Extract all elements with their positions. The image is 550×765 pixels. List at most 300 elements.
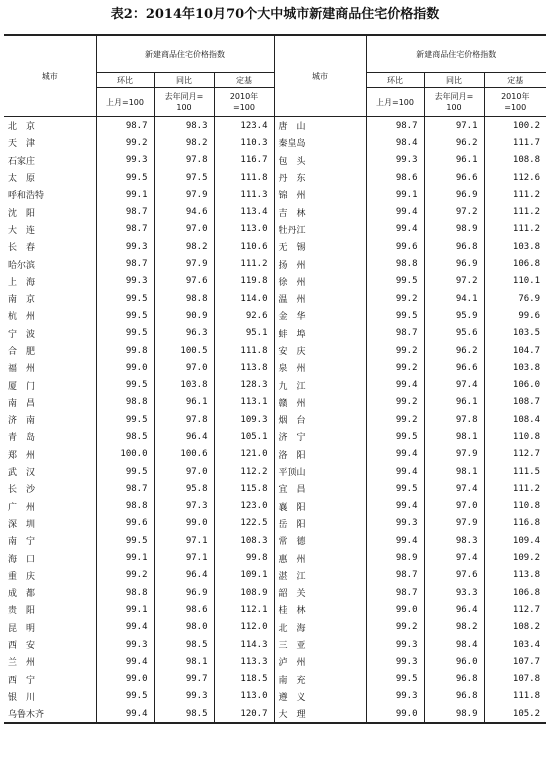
yoy-cell: 97.0 [154,359,214,376]
city-cell: 岳 阳 [274,515,366,532]
yoy-cell: 98.2 [424,619,484,636]
fixed-cell: 108.9 [214,584,274,601]
fixed-cell: 113.8 [484,567,546,584]
fixed-cell: 108.4 [484,411,546,428]
yoy-cell: 97.8 [154,411,214,428]
city-cell: 青 岛 [8,433,36,444]
table-row [4,169,546,186]
city-column-header-left: 城市 [4,35,96,117]
table-row [4,705,546,723]
city-column-header-right: 城市 [274,35,366,117]
mom-cell: 99.5 [96,688,154,705]
mom-cell: 99.4 [366,463,424,480]
yoy-cell: 97.4 [424,549,484,566]
index-group-header-right: 新建商品住宅价格指数 [366,35,546,73]
yoy-cell: 97.1 [154,532,214,549]
fixed-cell: 112.7 [484,601,546,618]
table-row [4,221,546,238]
fixed-cell: 108.2 [484,619,546,636]
city-cell: 南 京 [8,295,36,306]
fixed-cell: 112.2 [214,463,274,480]
mom-cell: 99.5 [96,169,154,186]
table-row [4,134,546,151]
table-row [4,186,546,203]
city-cell: 太 原 [8,174,36,185]
yoy-cell: 96.9 [424,186,484,203]
table-row [4,671,546,688]
mom-cell: 99.5 [366,273,424,290]
city-cell: 洛 阳 [274,446,366,463]
fixed-cell: 119.8 [214,273,274,290]
fixed-cell: 116.8 [484,515,546,532]
city-cell: 三 亚 [274,636,366,653]
yoy-cell: 99.0 [154,515,214,532]
city-cell: 泉 州 [274,359,366,376]
mom-cell: 99.3 [366,636,424,653]
mom-cell: 99.0 [366,705,424,723]
table-row [4,601,546,618]
fixed-cell: 111.8 [214,169,274,186]
yoy-cell: 94.1 [424,290,484,307]
mom-cell: 99.5 [366,428,424,445]
mom-cell: 99.2 [366,411,424,428]
fixed-cell: 113.1 [214,394,274,411]
city-cell: 唐 山 [274,117,366,135]
fixed-cell: 107.7 [484,653,546,670]
city-cell: 武 汉 [8,468,36,479]
city-cell: 厦 门 [8,381,36,392]
mom-cell: 99.5 [96,411,154,428]
fixed-cell: 100.2 [484,117,546,135]
yoy-cell: 95.8 [154,480,214,497]
mom-cell: 99.5 [366,480,424,497]
fixed-cell: 112.0 [214,619,274,636]
fixed-cell: 103.8 [484,238,546,255]
yoy-cell: 97.8 [154,152,214,169]
yoy-cell: 97.0 [154,221,214,238]
fixed-cell: 112.7 [484,446,546,463]
mom-base-left: 上月=100 [96,88,154,117]
yoy-cell: 97.8 [424,411,484,428]
city-cell: 杭 州 [8,312,36,323]
mom-cell: 99.1 [366,186,424,203]
mom-cell: 99.1 [96,601,154,618]
yoy-cell: 97.0 [154,463,214,480]
table-row [4,549,546,566]
mom-base-right: 上月=100 [366,88,424,117]
city-cell: 安 庆 [274,342,366,359]
city-cell: 常 德 [274,532,366,549]
yoy-cell: 98.5 [154,705,214,723]
table-row [4,584,546,601]
mom-cell: 98.5 [96,428,154,445]
yoy-cell: 97.6 [424,567,484,584]
yoy-cell: 97.2 [424,203,484,220]
yoy-cell: 97.9 [154,186,214,203]
city-cell: 金 华 [274,307,366,324]
mom-cell: 98.7 [96,203,154,220]
mom-cell: 98.7 [96,221,154,238]
fixed-cell: 110.8 [484,498,546,515]
city-cell: 呼和浩特 [8,191,45,202]
fixed-cell: 110.1 [484,273,546,290]
fixed-cell: 105.1 [214,428,274,445]
yoy-cell: 96.1 [154,394,214,411]
table-row [4,688,546,705]
mom-cell: 99.2 [366,394,424,411]
city-cell: 哈尔滨 [8,260,36,271]
fixed-base-right [484,88,546,117]
city-cell: 沈 阳 [8,208,36,219]
fixed-cell: 111.2 [484,186,546,203]
yoy-cell: 96.1 [424,394,484,411]
mom-cell: 99.4 [366,446,424,463]
city-cell: 济 南 [8,416,36,427]
fixed-cell: 111.5 [484,463,546,480]
city-cell: 温 州 [274,290,366,307]
table-row [4,636,546,653]
mom-header-left: 环比 [96,73,154,88]
table-row [4,273,546,290]
fixed-cell: 111.2 [484,480,546,497]
fixed-base-line1: 2010年 [501,92,530,101]
yoy-cell: 97.1 [424,117,484,135]
mom-cell: 99.4 [96,705,154,723]
city-cell: 北 京 [8,122,36,133]
mom-cell: 99.5 [96,532,154,549]
fixed-cell: 118.5 [214,671,274,688]
yoy-cell: 103.8 [154,376,214,393]
mom-cell: 99.3 [366,152,424,169]
table-row [4,480,546,497]
city-cell: 平顶山 [274,463,366,480]
mom-cell: 99.6 [96,515,154,532]
yoy-cell: 90.9 [154,307,214,324]
yoy-cell: 95.6 [424,325,484,342]
yoy-cell: 96.6 [424,359,484,376]
city-cell: 蚌 埠 [274,325,366,342]
yoy-cell: 96.4 [154,567,214,584]
fixed-cell: 99.6 [484,307,546,324]
city-cell: 南 宁 [8,537,36,548]
fixed-cell: 109.4 [484,532,546,549]
city-cell: 石家庄 [8,156,36,167]
city-cell: 吉 林 [274,203,366,220]
fixed-cell: 109.2 [484,549,546,566]
mom-cell: 98.7 [366,325,424,342]
mom-cell: 98.7 [366,584,424,601]
yoy-cell: 99.7 [154,671,214,688]
yoy-cell: 97.4 [424,480,484,497]
mom-cell: 98.7 [366,567,424,584]
city-cell: 赣 州 [274,394,366,411]
fixed-cell: 103.5 [484,325,546,342]
mom-cell: 100.0 [96,446,154,463]
city-cell: 北 海 [274,619,366,636]
mom-cell: 99.8 [96,342,154,359]
city-cell: 湛 江 [274,567,366,584]
city-cell: 烟 台 [274,411,366,428]
city-cell: 贵 阳 [8,606,36,617]
city-cell: 长 沙 [8,485,36,496]
table-row [4,498,546,515]
fixed-cell: 128.3 [214,376,274,393]
fixed-cell: 112.6 [484,169,546,186]
yoy-base-left [154,88,214,117]
yoy-cell: 98.1 [424,463,484,480]
yoy-cell: 97.4 [424,376,484,393]
table-row [4,203,546,220]
city-cell: 锦 州 [274,186,366,203]
yoy-base-line1: 去年同月= [434,92,474,101]
mom-cell: 98.9 [366,549,424,566]
yoy-base-line2: 100 [176,103,192,112]
yoy-cell: 97.9 [424,446,484,463]
fixed-cell: 111.2 [214,255,274,272]
fixed-cell: 110.3 [214,134,274,151]
index-group-header-left: 新建商品住宅价格指数 [96,35,274,73]
yoy-header-left: 同比 [154,73,214,88]
mom-cell: 99.2 [96,567,154,584]
table-row [4,342,546,359]
table-row [4,567,546,584]
fixed-cell: 110.8 [484,428,546,445]
mom-cell: 99.0 [366,601,424,618]
fixed-base-line2: =100 [233,103,255,112]
mom-cell: 99.2 [366,619,424,636]
city-cell: 上 海 [8,277,36,288]
table-row [4,515,546,532]
table-row [4,446,546,463]
yoy-cell: 97.2 [424,273,484,290]
fixed-cell: 108.7 [484,394,546,411]
table-row [4,411,546,428]
table-row [4,359,546,376]
fixed-cell: 106.8 [484,255,546,272]
mom-cell: 99.1 [96,549,154,566]
fixed-cell: 103.4 [484,636,546,653]
city-cell: 襄 阳 [274,498,366,515]
table-row [4,394,546,411]
city-cell: 徐 州 [274,273,366,290]
fixed-cell: 95.1 [214,325,274,342]
city-cell: 大 理 [274,705,366,723]
yoy-cell: 97.6 [154,273,214,290]
yoy-cell: 100.5 [154,342,214,359]
table-row [4,532,546,549]
city-cell: 韶 关 [274,584,366,601]
fixed-cell: 99.8 [214,549,274,566]
table-row [4,653,546,670]
mom-header-right: 环比 [366,73,424,88]
mom-cell: 98.7 [96,480,154,497]
yoy-cell: 96.9 [154,584,214,601]
table-row [4,307,546,324]
fixed-cell: 113.3 [214,653,274,670]
yoy-cell: 98.1 [154,653,214,670]
mom-cell: 98.7 [366,117,424,135]
fixed-cell: 114.3 [214,636,274,653]
fixed-cell: 121.0 [214,446,274,463]
mom-cell: 99.6 [366,238,424,255]
fixed-cell: 109.3 [214,411,274,428]
yoy-cell: 96.3 [154,325,214,342]
yoy-cell: 97.1 [154,549,214,566]
mom-cell: 99.2 [96,134,154,151]
fixed-cell: 92.6 [214,307,274,324]
city-cell: 包 头 [274,152,366,169]
mom-cell: 99.3 [366,688,424,705]
city-cell: 福 州 [8,364,36,375]
yoy-cell: 97.3 [154,498,214,515]
mom-cell: 99.5 [96,307,154,324]
mom-cell: 99.5 [96,325,154,342]
yoy-cell: 98.2 [154,134,214,151]
fixed-header-left: 定基 [214,73,274,88]
mom-cell: 99.4 [366,532,424,549]
city-cell: 成 都 [8,589,36,600]
mom-cell: 99.3 [96,273,154,290]
mom-cell: 99.2 [366,290,424,307]
city-cell: 济 宁 [274,428,366,445]
yoy-base-line1: 去年同月= [164,92,204,101]
table-row [4,463,546,480]
city-cell: 海 口 [8,554,36,565]
city-cell: 九 江 [274,376,366,393]
mom-cell: 99.3 [96,636,154,653]
yoy-base-line2: 100 [446,103,462,112]
fixed-cell: 112.1 [214,601,274,618]
fixed-cell: 116.7 [214,152,274,169]
mom-cell: 99.3 [366,653,424,670]
fixed-base-left [214,88,274,117]
yoy-cell: 98.4 [424,636,484,653]
yoy-cell: 98.9 [424,705,484,723]
yoy-cell: 96.8 [424,688,484,705]
mom-cell: 99.5 [96,376,154,393]
yoy-header-right: 同比 [424,73,484,88]
yoy-cell: 98.1 [424,428,484,445]
yoy-cell: 97.9 [154,255,214,272]
mom-cell: 99.4 [366,498,424,515]
fixed-base-line2: =100 [504,103,527,112]
city-cell: 深 圳 [8,519,36,530]
fixed-cell: 123.0 [214,498,274,515]
city-cell: 银 川 [8,692,36,703]
fixed-cell: 104.7 [484,342,546,359]
yoy-cell: 93.3 [424,584,484,601]
fixed-cell: 113.8 [214,359,274,376]
table-row [4,619,546,636]
yoy-cell: 100.6 [154,446,214,463]
fixed-cell: 111.8 [484,688,546,705]
fixed-cell: 109.1 [214,567,274,584]
city-cell: 泸 州 [274,653,366,670]
fixed-cell: 120.7 [214,705,274,723]
city-cell: 合 肥 [8,347,36,357]
yoy-cell: 97.5 [154,169,214,186]
yoy-base-right [424,88,484,117]
table-row [4,152,546,169]
mom-cell: 99.2 [366,359,424,376]
mom-cell: 99.5 [366,307,424,324]
fixed-cell: 105.2 [484,705,546,723]
table-row [4,117,546,135]
yoy-cell: 96.2 [424,342,484,359]
yoy-cell: 96.8 [424,238,484,255]
table-row [4,290,546,307]
mom-cell: 99.1 [96,186,154,203]
yoy-cell: 98.3 [154,117,214,135]
city-cell: 重 庆 [8,571,36,582]
yoy-cell: 96.4 [154,428,214,445]
city-cell: 天 津 [8,139,36,150]
fixed-cell: 103.8 [484,359,546,376]
fixed-cell: 110.6 [214,238,274,255]
fixed-cell: 113.0 [214,688,274,705]
yoy-cell: 96.4 [424,601,484,618]
city-cell: 大 连 [8,225,36,236]
fixed-cell: 76.9 [484,290,546,307]
mom-cell: 99.0 [96,359,154,376]
fixed-header-right: 定基 [484,73,546,88]
yoy-cell: 98.8 [154,290,214,307]
table-row [4,376,546,393]
table-row [4,428,546,445]
city-cell: 西 安 [8,641,36,652]
yoy-cell: 98.5 [154,636,214,653]
yoy-cell: 95.9 [424,307,484,324]
fixed-cell: 111.2 [484,221,546,238]
yoy-cell: 98.6 [154,601,214,618]
fixed-cell: 106.8 [484,584,546,601]
fixed-cell: 113.4 [214,203,274,220]
city-cell: 桂 林 [274,601,366,618]
table-title: 表2：2014年10月70个大中城市新建商品住宅价格指数 [110,7,440,22]
city-cell: 南 充 [274,671,366,688]
mom-cell: 98.8 [96,498,154,515]
table-row [4,325,546,342]
table-row [4,255,546,272]
yoy-cell: 97.9 [424,515,484,532]
city-cell: 遵 义 [274,688,366,705]
mom-cell: 99.5 [96,463,154,480]
city-cell: 宁 波 [8,329,36,340]
fixed-cell: 106.0 [484,376,546,393]
city-cell: 郑 州 [8,450,36,461]
city-cell: 南 昌 [8,398,36,409]
price-index-table [4,34,546,724]
city-cell: 昆 明 [8,623,36,634]
fixed-cell: 113.0 [214,221,274,238]
mom-cell: 99.4 [96,619,154,636]
yoy-cell: 96.9 [424,255,484,272]
mom-cell: 98.7 [96,255,154,272]
yoy-cell: 98.2 [154,238,214,255]
mom-cell: 98.8 [366,255,424,272]
fixed-cell: 111.3 [214,186,274,203]
yoy-cell: 96.2 [424,134,484,151]
yoy-cell: 96.6 [424,169,484,186]
fixed-cell: 108.3 [214,532,274,549]
city-cell: 丹 东 [274,169,366,186]
table-row [4,238,546,255]
city-cell: 扬 州 [274,255,366,272]
mom-cell: 98.6 [366,169,424,186]
mom-cell: 99.5 [96,290,154,307]
fixed-cell: 122.5 [214,515,274,532]
fixed-cell: 123.4 [214,117,274,135]
